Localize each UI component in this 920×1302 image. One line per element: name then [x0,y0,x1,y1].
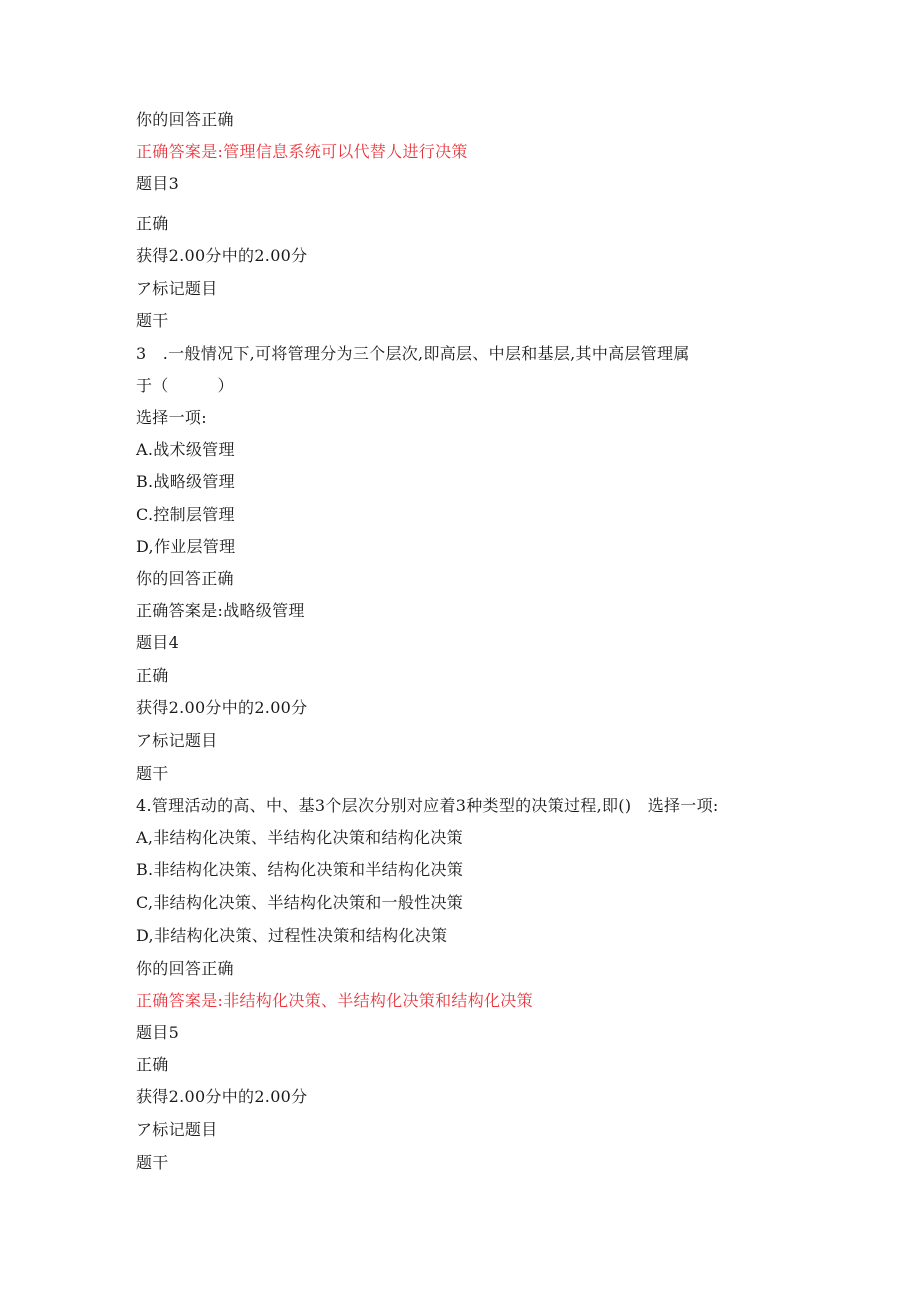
q3-stem-label: 题干 [136,311,169,330]
q4-status: 正确 [136,666,169,685]
q3-option-d[interactable]: D,作业层管理 [136,537,236,556]
q3-your-answer: 你的回答正确 [136,569,234,588]
q3-option-c[interactable]: C.控制层管理 [136,505,235,524]
q3-option-a[interactable]: A.战术级管理 [136,440,235,459]
q5-score: 获得2.00分中的2.00分 [136,1087,308,1106]
q2-your-answer: 你的回答正确 [136,110,234,129]
q4-correct-answer: 正确答案是:非结构化决策、半结构化决策和结构化决策 [136,991,533,1010]
q4-stem-line1: 4.管理活动的高、中、基3个层次分别对应着3种类型的决策过程,即() 选择一项: [136,796,719,815]
q4-your-answer: 你的回答正确 [136,959,234,978]
q4-score: 获得2.00分中的2.00分 [136,698,308,717]
q5-title: 题目5 [136,1023,180,1042]
q5-stem-label: 题干 [136,1153,169,1172]
q3-option-b[interactable]: B.战略级管理 [136,472,235,491]
q4-flag-question[interactable]: ア标记题目 [136,731,218,750]
q4-option-b[interactable]: B.非结构化决策、结构化决策和半结构化决策 [136,860,464,879]
q4-option-c[interactable]: C,非结构化决策、半结构化决策和一般性决策 [136,893,464,912]
q3-choose-one: 选择一项: [136,408,207,427]
q3-score: 获得2.00分中的2.00分 [136,246,308,265]
q5-flag-question[interactable]: ア标记题目 [136,1120,218,1139]
q4-title: 题目4 [136,633,180,652]
q3-status: 正确 [136,214,169,233]
q3-flag-question[interactable]: ア标记题目 [136,279,218,298]
q4-option-d[interactable]: D,非结构化决策、过程性决策和结构化决策 [136,926,448,945]
q4-option-a[interactable]: A,非结构化决策、半结构化决策和结构化决策 [136,828,463,847]
q4-stem-label: 题干 [136,764,169,783]
q3-stem-line2: 于（ ） [136,376,234,395]
q5-status: 正确 [136,1055,169,1074]
q3-correct-answer: 正确答案是:战略级管理 [136,601,305,620]
q2-correct-answer: 正确答案是:管理信息系统可以代替人进行决策 [136,142,468,161]
q3-stem-line1: 3 .一般情况下,可将管理分为三个层次,即高层、中层和基层,其中高层管理属 [136,344,690,363]
q3-title: 题目3 [136,174,180,193]
